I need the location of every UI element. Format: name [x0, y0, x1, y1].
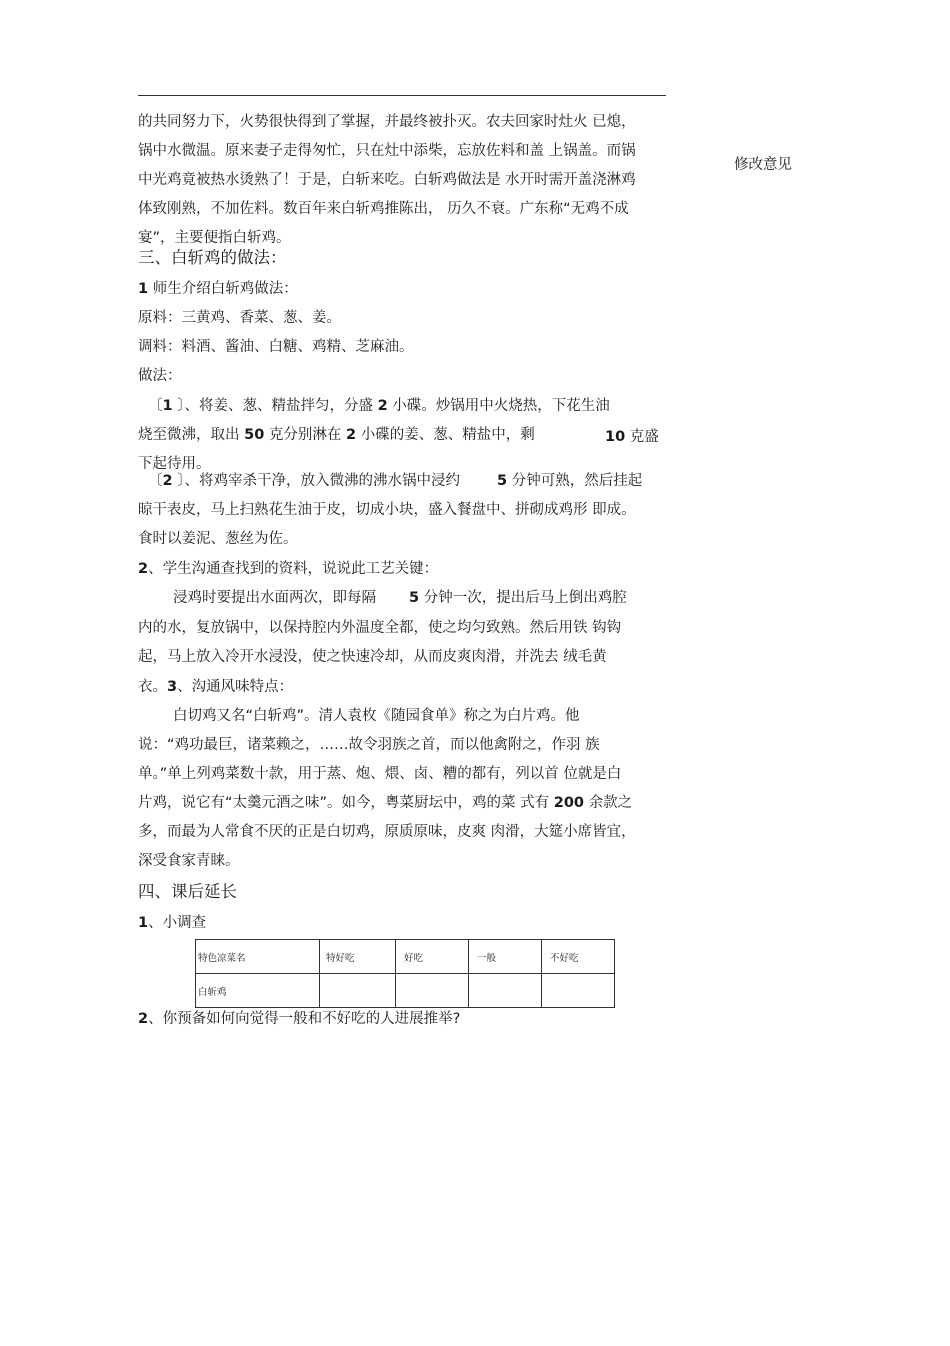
flavor-line-4: 片鸡，说它有“太羹元酒之味”。如今，粤菜厨坛中，鸡的菜 式有 200 余款之 [138, 795, 633, 811]
table-cell [396, 974, 469, 1008]
intro-line-1: 的共同努力下，火势很快得到了掌握，并最终被扑灭。农夫回家时灶火 已熄， [138, 114, 636, 130]
step2-line-2: 晾干表皮，马上扫熟花生油于皮，切成小块，盛入餐盘中、拼砌成鸡形 即成。 [138, 502, 636, 518]
table-cell: 白斩鸡 [196, 974, 320, 1008]
section3-sub2: 2、学生沟通查找到的资料，说说此工艺关键： [138, 561, 439, 577]
intro-line-3: 中光鸡竟被热水烫熟了！于是，白斩来吃。白斩鸡做法是 水开时需开盖浇淋鸡 [138, 172, 636, 188]
table-header-row [196, 940, 615, 974]
step1-line-1: 〔1 〕、将姜、葱、精盐拌匀，分盛 2 小碟。炒锅用中火烧热，下花生油 [148, 398, 610, 414]
step1-line-3: 下起待用。 [138, 456, 211, 472]
table-cell [542, 974, 615, 1008]
flavor-line-1: 白切鸡又名“白斩鸡”。清人袁枚《随园食单》称之为白片鸡。他 [173, 708, 580, 724]
table-header-cell: 一般 [469, 940, 542, 974]
seasoning: 调料：料酒、酱油、白糖、鸡精、芝麻油。 [138, 339, 414, 355]
header-rule [138, 95, 666, 96]
table-header-cell: 特色凉菜名 [196, 940, 320, 974]
method-label: 做法： [138, 368, 182, 384]
step2-line-1: 〔2 〕、将鸡宰杀干净，放入微沸的沸水锅中浸约 [148, 473, 460, 489]
intro-line-4: 体致刚熟，不加佐料。数百年来白斩鸡推陈出， 历久不衰。广东称“无鸡不成 [138, 201, 629, 217]
flavor-line-5: 多，而最为人常食不厌的正是白切鸡，原质原味，皮爽 肉滑，大筵小席皆宜， [138, 824, 636, 840]
step1-line-2: 烧至微沸，取出 50 克分别淋在 2 小碟的姜、葱、精盐中，剩 [138, 427, 535, 443]
key-line-1b: 5 分钟一次，提出后马上倒出鸡腔 [409, 590, 627, 606]
section3-heading: 三、白斩鸡的做法： [138, 248, 287, 267]
key-line-2: 内的水，复放锅中，以保持腔内外温度全都，使之均匀致熟。然后用铁 钩钩 [138, 620, 622, 636]
table-header-cell: 好吃 [396, 940, 469, 974]
flavor-line-2: 说：“鸡功最巨，诸菜赖之，……故令羽族之首，而以他禽附之，作羽 族 [138, 737, 600, 753]
table-cell [469, 974, 542, 1008]
key-line-4: 衣。3、沟通风味特点： [138, 679, 294, 695]
intro-line-5: 宴”，主要便指白斩鸡。 [138, 230, 291, 246]
survey-table [195, 939, 615, 1008]
section4-sub2: 2、你预备如何向觉得一般和不好吃的人进展推举? [138, 1011, 461, 1027]
table-row [196, 974, 615, 1008]
flavor-line-6: 深受食家青睐。 [138, 853, 240, 869]
section3-sub1: 1 师生介绍白斩鸡做法： [138, 281, 298, 297]
table-header-cell: 特好吃 [320, 940, 396, 974]
key-line-1a: 浸鸡时要提出水面两次，即每隔 [173, 590, 376, 606]
side-note: 修改意见 [734, 157, 792, 173]
table-header-cell: 不好吃 [542, 940, 615, 974]
flavor-line-3: 单。”单上列鸡菜数十款，用于蒸、炮、煨、卤、糟的都有，列以首 位就是白 [138, 766, 622, 782]
table-cell [320, 974, 396, 1008]
intro-line-2: 锅中水微温。原来妻子走得匆忙，只在灶中添柴，忘放佐料和盖 上锅盖。而锅 [138, 143, 636, 159]
step2-line-1-right: 5 分钟可熟，然后挂起 [497, 473, 643, 489]
section4-heading: 四、课后延长 [138, 882, 237, 901]
step2-line-3: 食时以姜泥、葱丝为佐。 [138, 531, 298, 547]
step1-line-2-right: 10 克盛 [605, 429, 659, 445]
key-line-3: 起，马上放入冷开水浸没，使之快速冷却，从而皮爽肉滑，并洗去 绒毛黄 [138, 649, 607, 665]
ingredients: 原料：三黄鸡、香菜、葱、姜。 [138, 310, 341, 326]
section4-sub1: 1、小调查 [138, 915, 207, 931]
